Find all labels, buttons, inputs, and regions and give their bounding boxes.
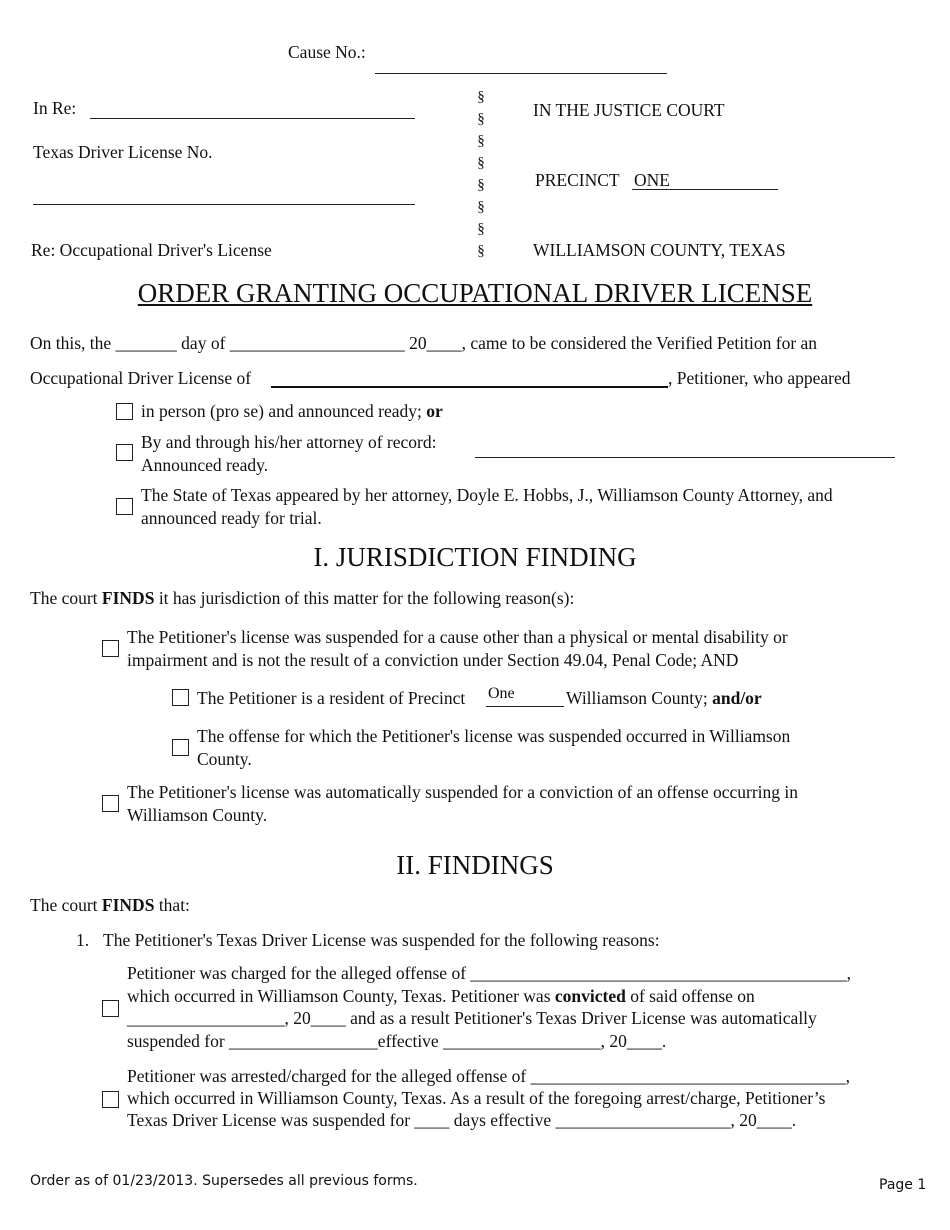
suspension-cause-checkbox[interactable]	[102, 640, 119, 657]
finding-1-text: The Petitioner's Texas Driver License was suspended for the following reasons:	[103, 930, 660, 950]
section-symbol: §	[477, 177, 485, 193]
re-label: Re: Occupational Driver's License	[31, 240, 272, 260]
section-symbol: §	[477, 133, 485, 149]
resident-checkbox[interactable]	[172, 689, 189, 706]
dl-label: Texas Driver License No.	[33, 142, 213, 162]
pro-se-text: in person (pro se) and announced ready;	[141, 401, 422, 421]
findings-lead-finds: FINDS	[101, 895, 155, 915]
document-title: ORDER GRANTING OCCUPATIONAL DRIVER LICENSE	[137, 278, 813, 308]
offense-occurred-checkbox[interactable]	[172, 739, 189, 756]
resident-label-post	[566, 688, 762, 709]
section-symbol: §	[477, 89, 485, 105]
charged-line-2-post: of said offense on	[630, 986, 755, 1006]
charged-line-3: __________________, 20____ and as a result Petitioner's Texas Driver License was automatically	[127, 1008, 817, 1028]
in-re-field[interactable]	[90, 118, 415, 119]
court-label: IN THE JUSTICE COURT	[533, 100, 725, 120]
finding-1-number: 1.	[76, 930, 90, 950]
precinct-label: PRECINCT	[535, 170, 620, 190]
cause-no-field[interactable]	[375, 73, 667, 74]
arrested-line-3: Texas Driver License was suspended for ____ days effective ____________________, 20____.	[127, 1110, 797, 1130]
attorney-label-2: Announced ready.	[141, 455, 269, 475]
jurisdiction-lead-post: it has jurisdiction of this matter for the following reason(s):	[158, 588, 575, 608]
auto-suspended-checkbox[interactable]	[102, 795, 119, 812]
auto-suspended-label: The Petitioner's license was automatically suspended for a conviction of an offense occurring in Williamson County.	[127, 782, 799, 825]
state-checkbox[interactable]	[116, 498, 133, 515]
charged-line-2-convicted: convicted	[554, 986, 626, 1006]
charged-line-1: Petitioner was charged for the alleged offense of ___________________________________________,	[127, 963, 852, 983]
section-symbol: §	[477, 199, 485, 215]
jurisdiction-lead	[30, 588, 574, 609]
charged-convicted-checkbox[interactable]	[102, 1000, 119, 1017]
intro-line-1: On this, the _______ day of ____________________ 20____, came to be considered the Verified Petition for an	[30, 333, 818, 353]
findings-lead	[30, 895, 190, 916]
cause-no-label: Cause No.:	[288, 42, 366, 62]
resident-label-pre: The Petitioner is a resident of Precinct	[197, 688, 466, 708]
charged-line-4: suspended for _________________effective __________________, 20____.	[127, 1031, 667, 1051]
findings-lead-post: that:	[158, 895, 190, 915]
findings-heading: II. FINDINGS	[396, 850, 554, 880]
suspension-cause-label: The Petitioner's license was suspended for a cause other than a physical or mental disability or impairment and is not the result of a conviction under Section 49.04, Penal Code; AND	[127, 627, 788, 670]
section-symbol: §	[477, 111, 485, 127]
charged-line-2-pre: which occurred in Williamson County, Texas. Petitioner was	[127, 986, 551, 1006]
resident-county: Williamson County;	[566, 688, 708, 708]
pro-se-checkbox[interactable]	[116, 403, 133, 420]
footer-note: Order as of 01/23/2013. Supersedes all previous forms.	[30, 1173, 418, 1189]
arrested-line-2: which occurred in Williamson County, Texas. As a result of the foregoing arrest/charge, Petitioner’s	[127, 1088, 826, 1108]
precinct-value[interactable]: ONE	[634, 170, 670, 190]
arrested-line-1: Petitioner was arrested/charged for the alleged offense of ____________________________________,	[127, 1066, 851, 1086]
section-symbol: §	[477, 243, 485, 259]
charged-line-2	[127, 986, 755, 1007]
resident-precinct-value[interactable]: One	[488, 685, 515, 702]
section-symbol: §	[477, 155, 485, 171]
arrested-charged-checkbox[interactable]	[102, 1091, 119, 1108]
intro-line-2-prefix: Occupational Driver License of	[30, 368, 252, 388]
county-label: WILLIAMSON COUNTY, TEXAS	[533, 240, 786, 260]
resident-precinct-field[interactable]	[486, 706, 564, 707]
pro-se-or: or	[426, 401, 443, 421]
attorney-label-1: By and through his/her attorney of record:	[141, 432, 437, 452]
precinct-field[interactable]	[632, 189, 778, 190]
state-label: The State of Texas appeared by her attorney, Doyle E. Hobbs, J., Williamson County Attorney, and announced ready for trial.	[141, 485, 833, 528]
offense-occurred-label: The offense for which the Petitioner's license was suspended occurred in Williamson County.	[197, 726, 791, 769]
attorney-name-field[interactable]	[475, 457, 895, 458]
petitioner-name-field[interactable]	[271, 386, 668, 388]
intro-line-2-suffix: , Petitioner, who appeared	[668, 368, 851, 388]
in-re-label: In Re:	[33, 98, 77, 118]
attorney-checkbox[interactable]	[116, 444, 133, 461]
page-number: Page 1	[879, 1177, 927, 1193]
section-symbol: §	[477, 221, 485, 237]
jurisdiction-heading: I. JURISDICTION FINDING	[313, 542, 637, 572]
findings-lead-pre: The court	[30, 895, 98, 915]
resident-andor: and/or	[712, 688, 762, 708]
dl-number-field[interactable]	[33, 204, 415, 205]
jurisdiction-lead-finds: FINDS	[101, 588, 155, 608]
jurisdiction-lead-pre: The court	[30, 588, 98, 608]
pro-se-label	[141, 401, 443, 422]
